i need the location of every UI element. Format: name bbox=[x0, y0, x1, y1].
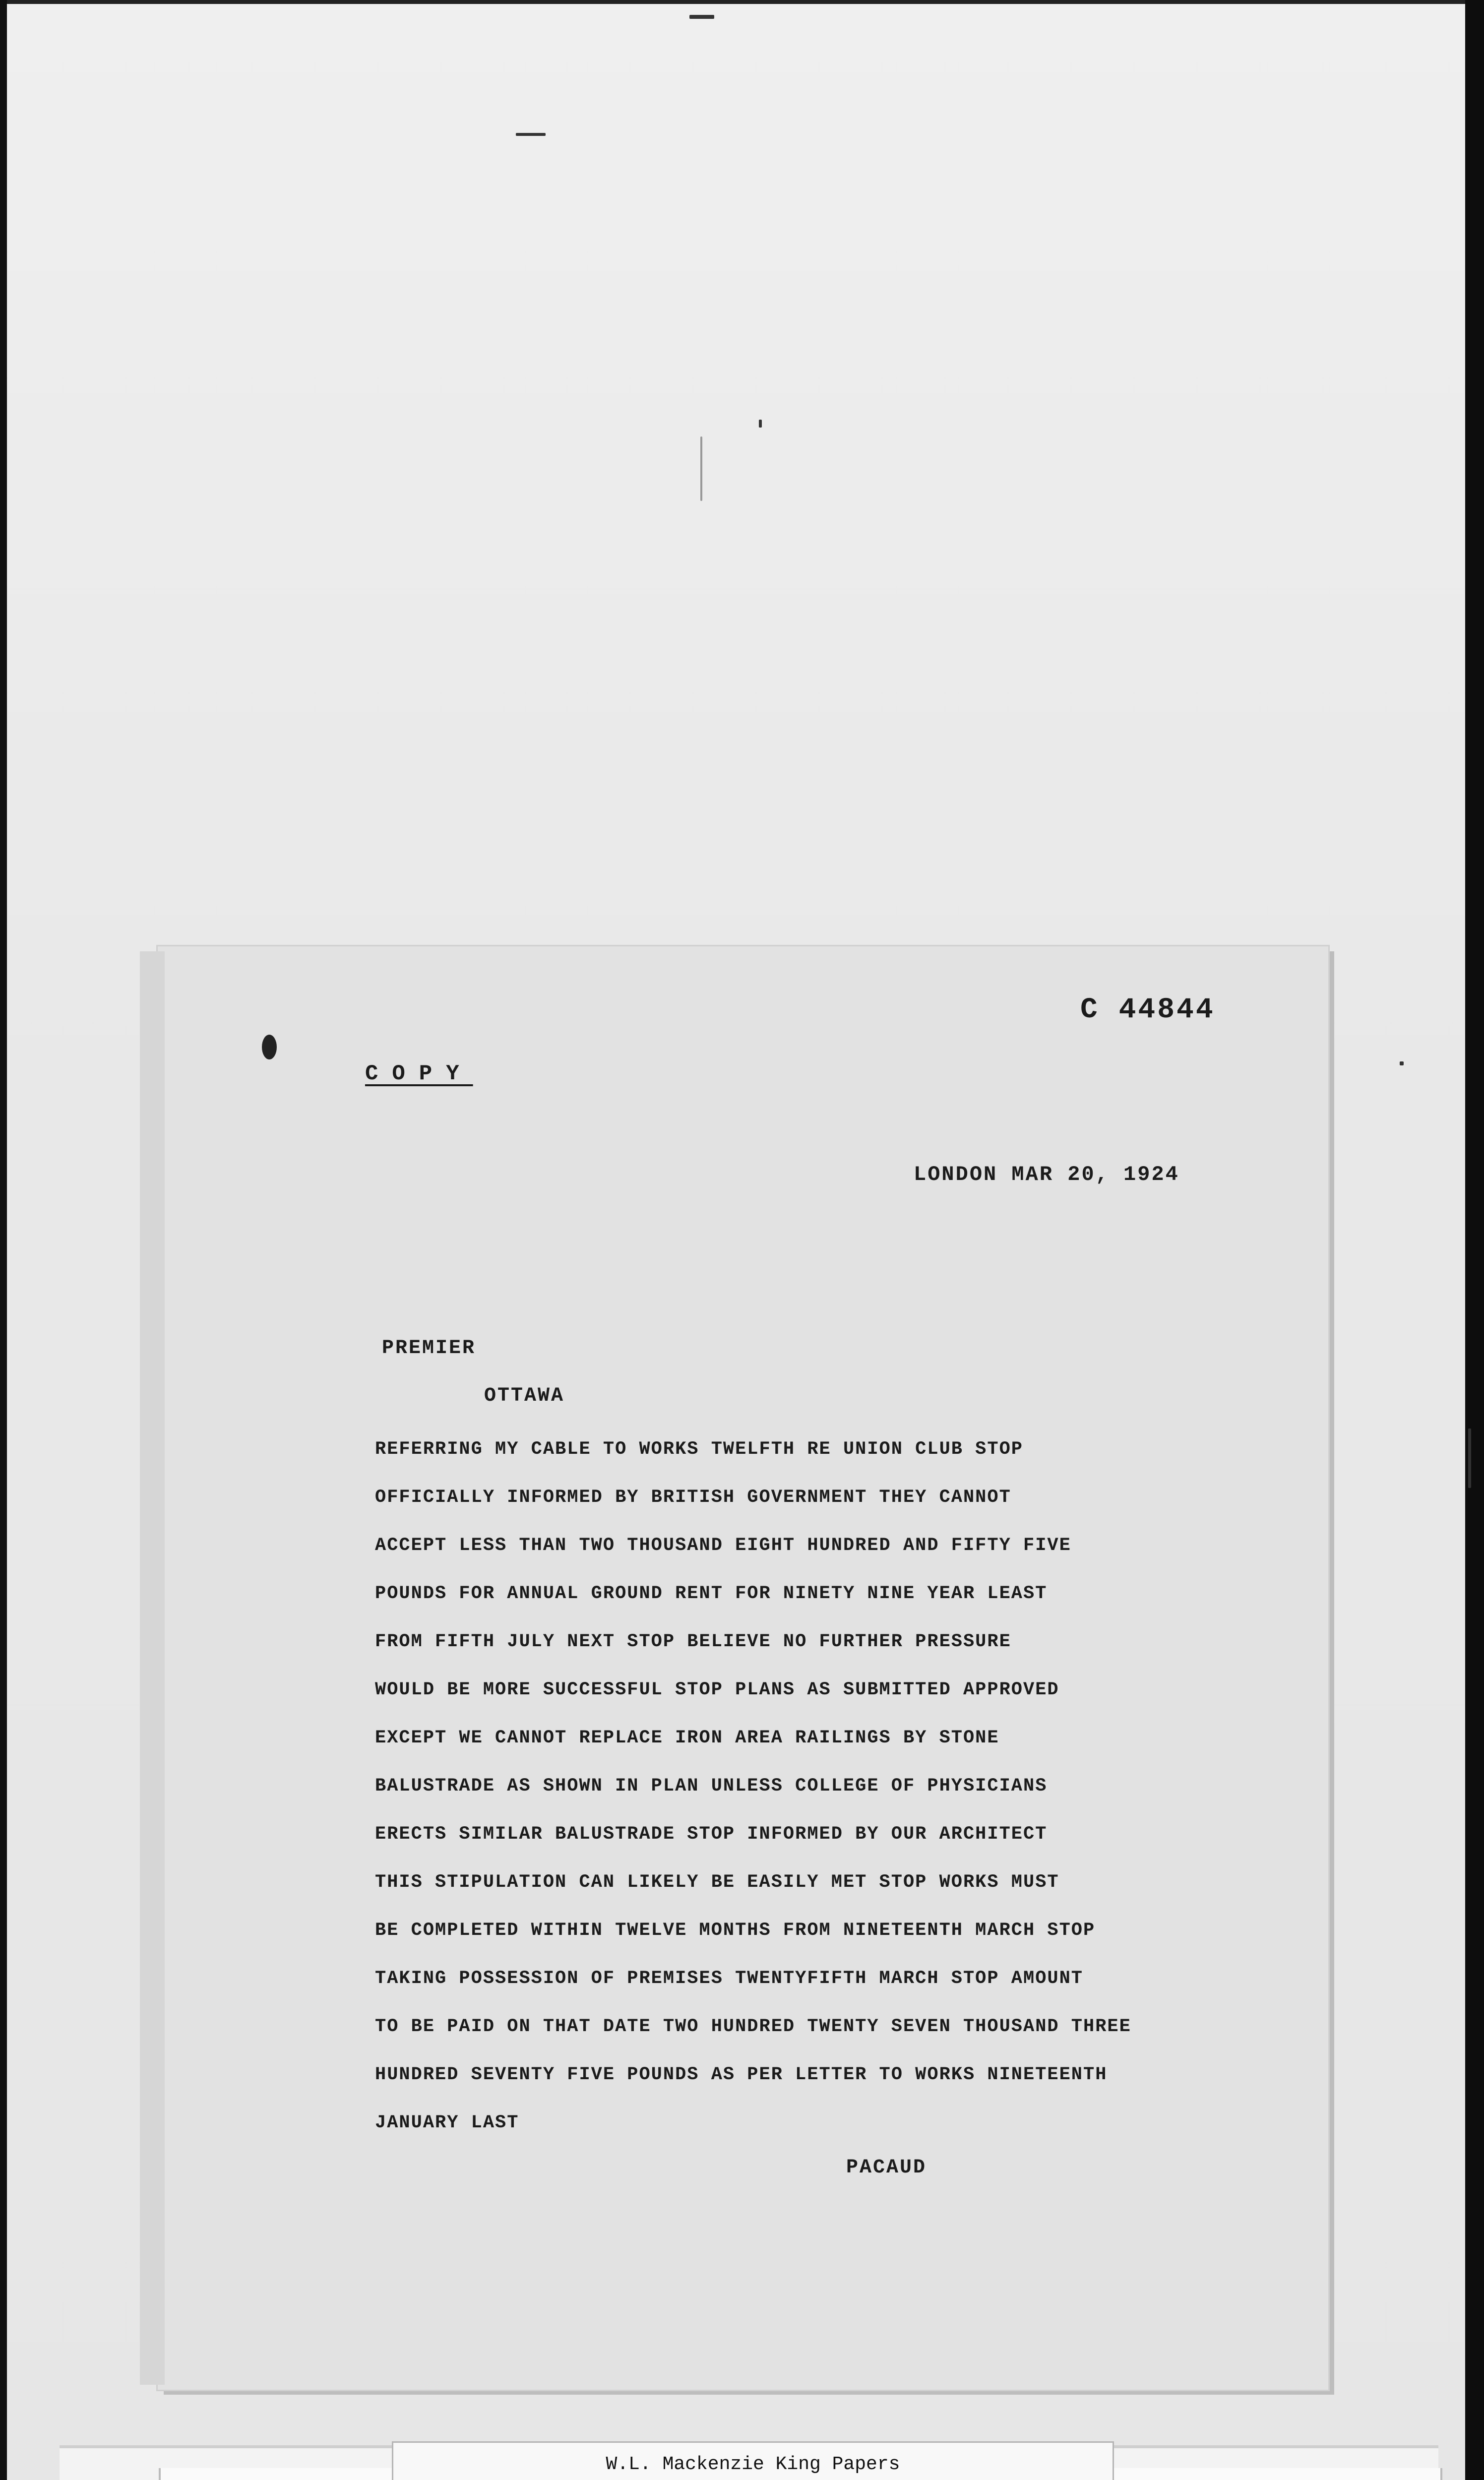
film-edge-left bbox=[0, 0, 7, 2480]
addressee: PREMIER bbox=[382, 1337, 476, 1360]
copy-heading: COPY bbox=[365, 1061, 473, 1086]
body-line: FROM FIFTH JULY NEXT STOP BELIEVE NO FURTHER PRESSURE bbox=[375, 1631, 1011, 1652]
body-line: HUNDRED SEVENTY FIVE POUNDS AS PER LETTER TO WORKS NINETEENTH bbox=[375, 2064, 1108, 2085]
document-reference-number: C 44844 bbox=[1080, 994, 1215, 1026]
telegram-body bbox=[375, 1426, 1131, 2147]
punch-hole-mark bbox=[262, 1035, 277, 1059]
film-speck bbox=[759, 420, 762, 428]
body-line: ERECTS SIMILAR BALUSTRADE STOP INFORMED BY OUR ARCHITECT bbox=[375, 1824, 1048, 1845]
film-speck bbox=[516, 133, 546, 136]
body-line: ACCEPT LESS THAN TWO THOUSAND EIGHT HUNDRED AND FIFTY FIVE bbox=[375, 1535, 1071, 1556]
body-line: JANUARY LAST bbox=[375, 2112, 519, 2133]
film-edge-top bbox=[0, 0, 1484, 4]
film-speck bbox=[700, 436, 702, 501]
collection-tag bbox=[392, 2441, 1114, 2480]
body-line: EXCEPT WE CANNOT REPLACE IRON AREA RAILINGS BY STONE bbox=[375, 1728, 999, 1748]
body-line: WOULD BE MORE SUCCESSFUL STOP PLANS AS SUBMITTED APPROVED bbox=[375, 1679, 1059, 1700]
film-speck bbox=[1468, 1428, 1471, 1488]
body-line: POUNDS FOR ANNUAL GROUND RENT FOR NINETY NINE YEAR LEAST bbox=[375, 1583, 1048, 1604]
film-speck bbox=[689, 15, 714, 19]
film-edge-right bbox=[1465, 0, 1484, 2480]
film-speck bbox=[1400, 1061, 1404, 1065]
body-line: REFERRING MY CABLE TO WORKS TWELFTH RE UNION CLUB STOP bbox=[375, 1439, 1023, 1460]
body-line: BALUSTRADE AS SHOWN IN PLAN UNLESS COLLEGE OF PHYSICIANS bbox=[375, 1776, 1048, 1797]
addressee-city: OTTAWA bbox=[484, 1385, 565, 1407]
body-line: OFFICIALLY INFORMED BY BRITISH GOVERNMENT THEY CANNOT bbox=[375, 1487, 1011, 1508]
dateline: LONDON MAR 20, 1924 bbox=[914, 1163, 1179, 1186]
body-line: THIS STIPULATION CAN LIKELY BE EASILY MET STOP WORKS MUST bbox=[375, 1872, 1059, 1893]
collection-name: W.L. Mackenzie King Papers bbox=[606, 2454, 900, 2475]
body-line: BE COMPLETED WITHIN TWELVE MONTHS FROM NINETEENTH MARCH STOP bbox=[375, 1920, 1096, 1941]
signature-name: PACAUD bbox=[846, 2157, 927, 2179]
telegram-copy-sheet bbox=[158, 946, 1328, 2390]
sheet-fold-edge bbox=[140, 951, 165, 2385]
body-line: TO BE PAID ON THAT DATE TWO HUNDRED TWENTY SEVEN THOUSAND THREE bbox=[375, 2016, 1131, 2037]
body-line: TAKING POSSESSION OF PREMISES TWENTYFIFTH MARCH STOP AMOUNT bbox=[375, 1968, 1084, 1989]
